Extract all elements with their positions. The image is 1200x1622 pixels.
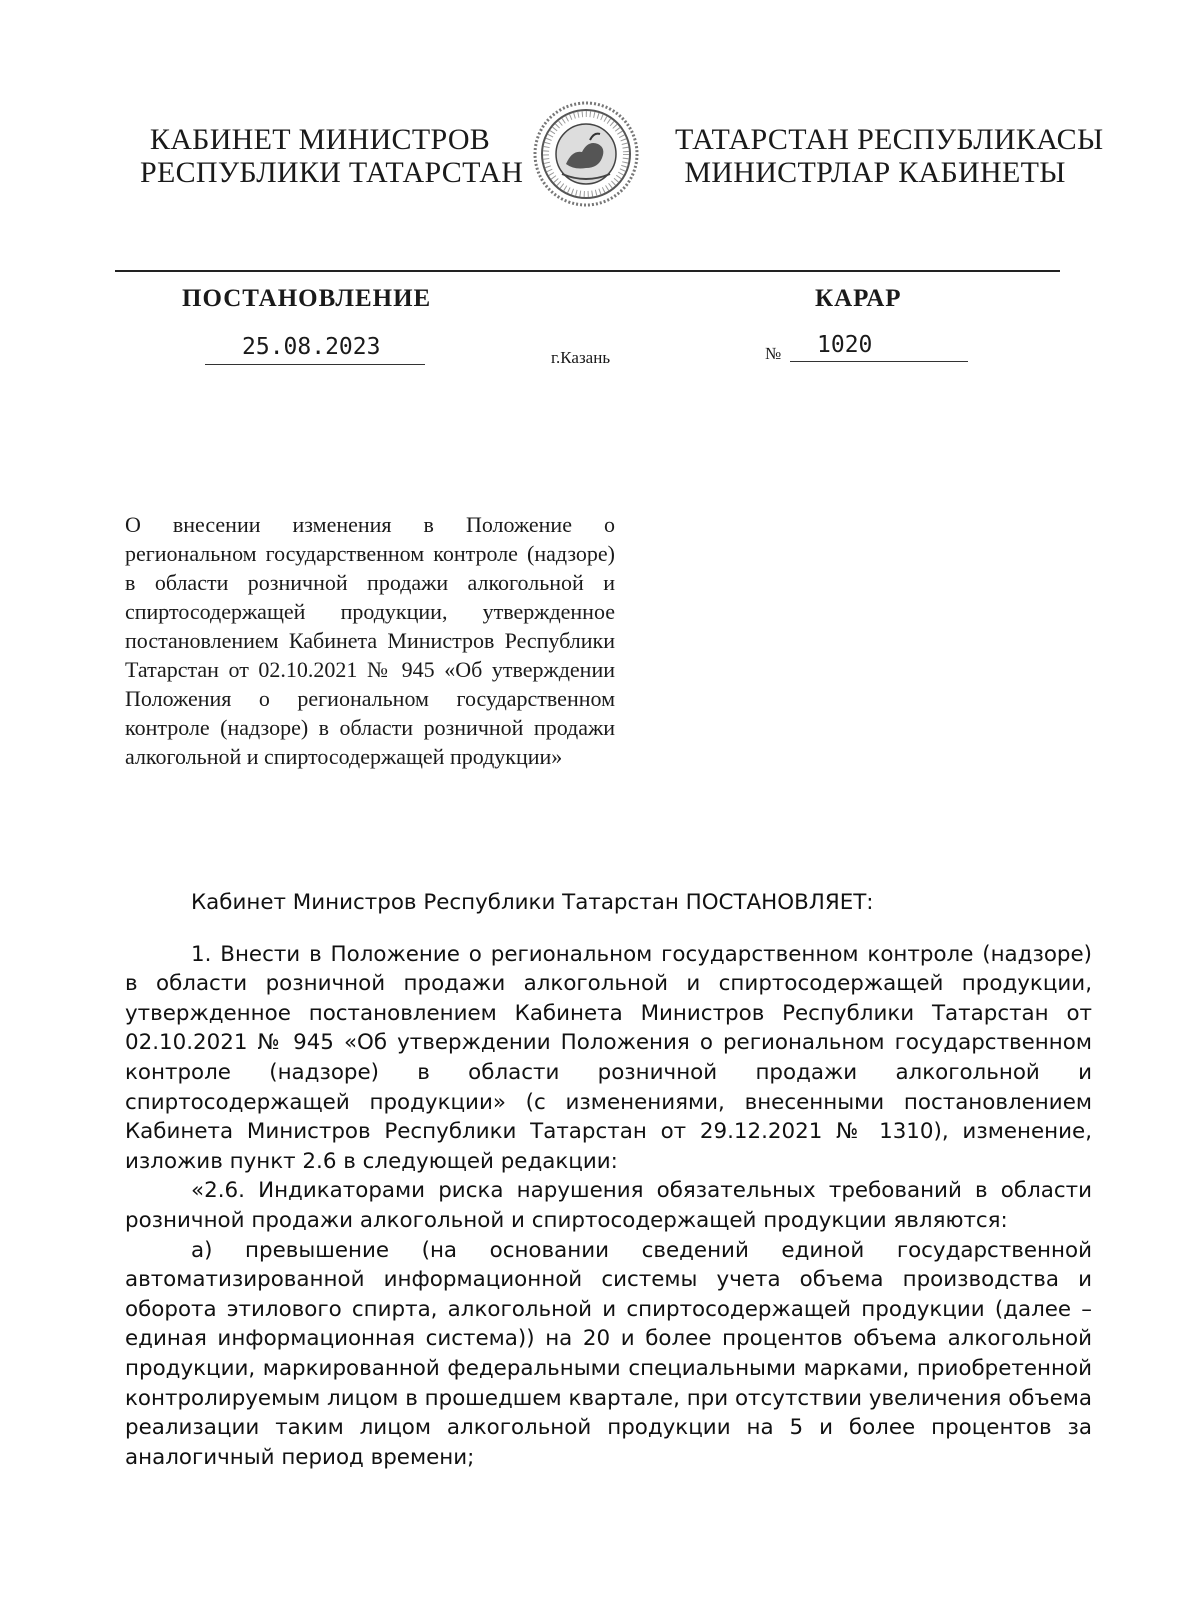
coat-of-arms-icon: [532, 100, 640, 208]
document-number: 1020: [817, 332, 873, 358]
date-underline: [205, 364, 425, 365]
number-sign: №: [765, 344, 782, 363]
issuer-line-1: ТАТАРСТАН РЕСПУБЛИКАСЫ: [675, 123, 1104, 156]
document-city: г.Казань: [551, 348, 611, 367]
document-type-tatar: КАРАР: [815, 285, 902, 312]
issuer-line-2: МИНИСТРЛАР КАБИНЕТЫ: [684, 156, 1066, 189]
issuer-name-tatar: [675, 123, 1104, 189]
document-subject: [125, 510, 615, 771]
body-paragraph-3: а) превышение (на основании сведений единой государственной автоматизированной информационной системы учета объема производства и оборота этилового спирта, алкогольной и спиртосодержащей продукции (далее – единая информационная система)) на 20 и более процентов объема алкогольной продукции, маркированной федеральными специальными марками, приобретенной контролируемым лицом в прошедшем квартале, при отсутствии увеличения объема реализации таким лицом алкогольной продукции на 5 и более процентов за аналогичный период времени;: [125, 1237, 1092, 1470]
header-divider: [115, 270, 1060, 272]
body-paragraph-2: «2.6. Индикаторами риска нарушения обязательных требований в области розничной продажи алкогольной и спиртосодержащей продукции являются:: [125, 1178, 1092, 1233]
document-date: 25.08.2023: [242, 334, 381, 360]
subject-text: О внесении изменения в Положение о региональном государственном контроле (надзоре) в области розничной продажи алкогольной и спиртосодержащей продукции, утвержденное постановлением Кабинета Министров Республики Татарстан от 02.10.2021 № 945 «Об утверждении Положения о региональном государственном контроле (надзоре) в области розничной продажи алкогольной и спиртосодержащей продукции»: [125, 512, 615, 769]
body-paragraph-1: 1. Внести в Положение о региональном государственном контроле (надзоре) в области розничной продажи алкогольной и спиртосодержащей продукции, утвержденное постановлением Кабинета Министров Республики Татарстан от 02.10.2021 № 945 «Об утверждении Положения о региональном государственном контроле (надзоре) в области розничной продажи алкогольной и спиртосодержащей продукции» (с изменениями, внесенными постановлением Кабинета Министров Республики Татарстан от 29.12.2021 № 1310), изменение, изложив пункт 2.6 в следующей редакции:: [125, 941, 1092, 1174]
issuer-line-2: РЕСПУБЛИКИ ТАТАРСТАН: [140, 156, 524, 189]
document-type-russian: ПОСТАНОВЛЕНИЕ: [182, 285, 432, 312]
resolution-intro: Кабинет Министров Республики Татарстан ПОСТАНОВЛЯЕТ:: [191, 890, 874, 915]
number-underline: [790, 361, 968, 362]
issuer-line-1: КАБИНЕТ МИНИСТРОВ: [149, 123, 491, 156]
document-body: [125, 888, 1092, 1472]
issuer-name-russian: [140, 123, 524, 189]
